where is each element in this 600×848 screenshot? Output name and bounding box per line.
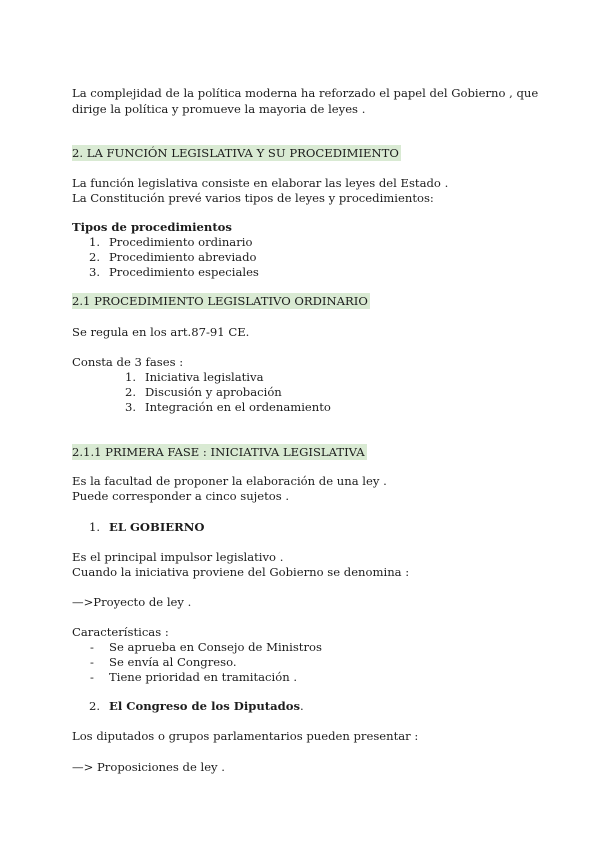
section-2-1-1-heading: [72, 445, 367, 460]
congreso-title: El Congreso de los Diputados: [109, 699, 301, 713]
list-item: Procedimiento ordinario: [109, 235, 253, 249]
section-2-1-1-paragraph-2: Puede corresponder a cinco sujetos .: [72, 489, 290, 503]
gobierno-paragraph-2: Cuando la iniciativa proviene del Gobierno se denomina :: [72, 565, 410, 579]
list-item: Procedimiento especiales: [109, 265, 259, 279]
proposiciones-de-ley: —> Proposiciones de ley .: [72, 760, 225, 774]
section-2-1-1-paragraph-1: Es la facultad de proponer la elaboración de una ley .: [72, 474, 387, 488]
congreso-title-line: [109, 699, 304, 714]
list-number: 2.: [88, 699, 100, 713]
list-item: Se envía al Congreso.: [109, 655, 237, 669]
caracteristicas-title: Características :: [72, 625, 169, 639]
gobierno-title: EL GOBIERNO: [109, 520, 205, 534]
list-dash: -: [90, 670, 94, 684]
section-2-paragraph-1: La función legislativa consiste en elaborar las leyes del Estado .: [72, 176, 449, 190]
section-2-1-1-heading-text: 2.1.1 PRIMERA FASE : INICIATIVA LEGISLATIVA: [72, 445, 365, 459]
section-2-paragraph-2: La Constitución prevé varios tipos de leyes y procedimientos:: [72, 191, 434, 205]
list-item: Iniciativa legislativa: [145, 370, 264, 384]
list-item: Tiene prioridad en tramitación .: [109, 670, 298, 684]
section-2-1-heading-text: 2.1 PROCEDIMIENTO LEGISLATIVO ORDINARIO: [72, 294, 368, 308]
list-item: Integración en el ordenamiento: [145, 400, 331, 414]
tipos-title: Tipos de procedimientos: [72, 220, 232, 234]
congreso-paragraph-1: Los diputados o grupos parlamentarios pueden presentar :: [72, 729, 419, 743]
list-item: Se aprueba en Consejo de Ministros: [109, 640, 322, 654]
section-2-1-paragraph-2: Consta de 3 fases :: [72, 355, 184, 369]
intro-line-1: La complejidad de la política moderna ha reforzado el papel del Gobierno , que: [72, 86, 539, 100]
section-2-heading: [72, 146, 401, 161]
list-number: 2.: [88, 250, 100, 264]
list-number: 1.: [124, 370, 136, 384]
list-number: 2.: [124, 385, 136, 399]
list-dash: -: [90, 640, 94, 654]
list-item: Discusión y aprobación: [145, 385, 282, 399]
list-number: 3.: [88, 265, 100, 279]
list-item: Procedimiento abreviado: [109, 250, 257, 264]
list-number: 1.: [88, 235, 100, 249]
section-2-heading-text: 2. LA FUNCIÓN LEGISLATIVA Y SU PROCEDIMIENTO: [72, 146, 399, 160]
proyecto-de-ley: —>Proyecto de ley .: [72, 595, 192, 609]
intro-line-2: dirige la política y promueve la mayoria de leyes .: [72, 102, 366, 116]
section-2-1-paragraph-1: Se regula en los art.87-91 CE.: [72, 325, 250, 339]
list-number: 3.: [124, 400, 136, 414]
congreso-title-period: .: [300, 699, 304, 713]
gobierno-paragraph-1: Es el principal impulsor legislativo .: [72, 550, 284, 564]
list-number: 1.: [88, 520, 100, 534]
list-dash: -: [90, 655, 94, 669]
section-2-1-heading: [72, 294, 370, 309]
